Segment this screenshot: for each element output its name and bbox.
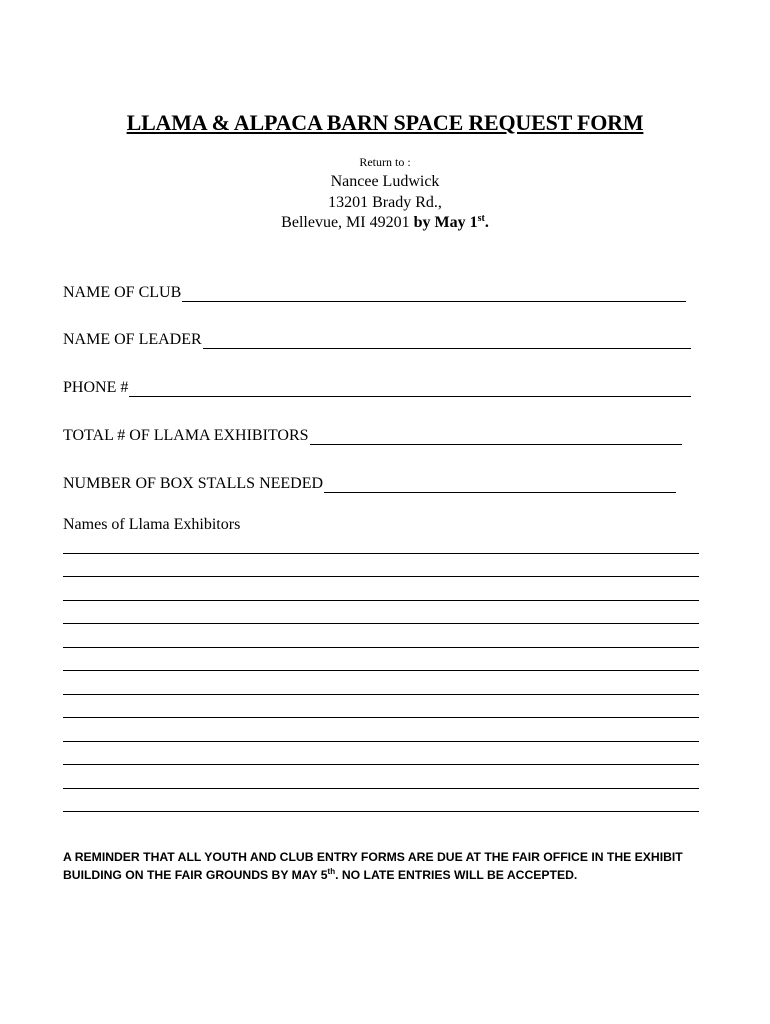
leader-name-blank[interactable] [203, 333, 691, 349]
reminder-text-1: A REMINDER THAT ALL YOUTH AND CLUB ENTRY FORMS ARE DUE AT THE FAIR OFFICE IN THE EXHIBIT BUILDING ON THE FAIR GROUNDS BY MAY 5 [63, 850, 683, 882]
exhibitor-line[interactable] [63, 671, 699, 695]
exhibitor-line[interactable] [63, 789, 699, 813]
exhibitor-line[interactable] [63, 765, 699, 789]
exhibitor-line[interactable] [63, 718, 699, 742]
total-exhibitors-field [63, 423, 682, 445]
form-title: LLAMA & ALPACA BARN SPACE REQUEST FORM [126, 110, 644, 135]
reminder-text-2: . NO LATE ENTRIES WILL BE ACCEPTED. [335, 868, 578, 882]
deadline-text [414, 214, 489, 231]
box-stalls-blank[interactable] [324, 477, 676, 493]
deadline-suffix: . [484, 214, 489, 231]
exhibitor-line[interactable] [63, 648, 699, 672]
club-name-label: NAME OF CLUB [63, 284, 182, 301]
exhibitor-line[interactable] [63, 554, 699, 578]
exhibitor-line[interactable] [63, 742, 699, 766]
phone-blank[interactable] [129, 381, 691, 397]
return-city: Bellevue, MI 49201 [281, 214, 410, 231]
club-name-field [63, 280, 686, 302]
club-name-blank[interactable] [182, 286, 686, 302]
phone-field [63, 375, 691, 397]
return-name: Nancee Ludwick [330, 173, 440, 190]
phone-label: PHONE # [63, 379, 129, 396]
exhibitor-name-lines [63, 530, 699, 812]
return-city-deadline [0, 214, 770, 232]
exhibitor-line[interactable] [63, 530, 699, 554]
deadline-prefix: by May 1 [413, 214, 478, 231]
box-stalls-field [63, 471, 676, 493]
exhibitor-line[interactable] [63, 577, 699, 601]
leader-name-label: NAME OF LEADER [63, 331, 202, 348]
reminder-notice [63, 848, 713, 884]
return-to-label: Return to : [359, 155, 411, 169]
leader-name-field [63, 327, 691, 349]
exhibitor-line[interactable] [63, 601, 699, 625]
total-exhibitors-blank[interactable] [310, 429, 682, 445]
exhibitors-label: Names of Llama Exhibitors [63, 516, 241, 533]
box-stalls-label: NUMBER OF BOX STALLS NEEDED [63, 475, 324, 492]
return-street: 13201 Brady Rd., [328, 194, 442, 211]
exhibitor-line[interactable] [63, 624, 699, 648]
reminder-sup: th [327, 867, 336, 876]
exhibitor-line[interactable] [63, 695, 699, 719]
deadline-sup: st [477, 213, 485, 224]
total-exhibitors-label: TOTAL # OF LLAMA EXHIBITORS [63, 427, 309, 444]
